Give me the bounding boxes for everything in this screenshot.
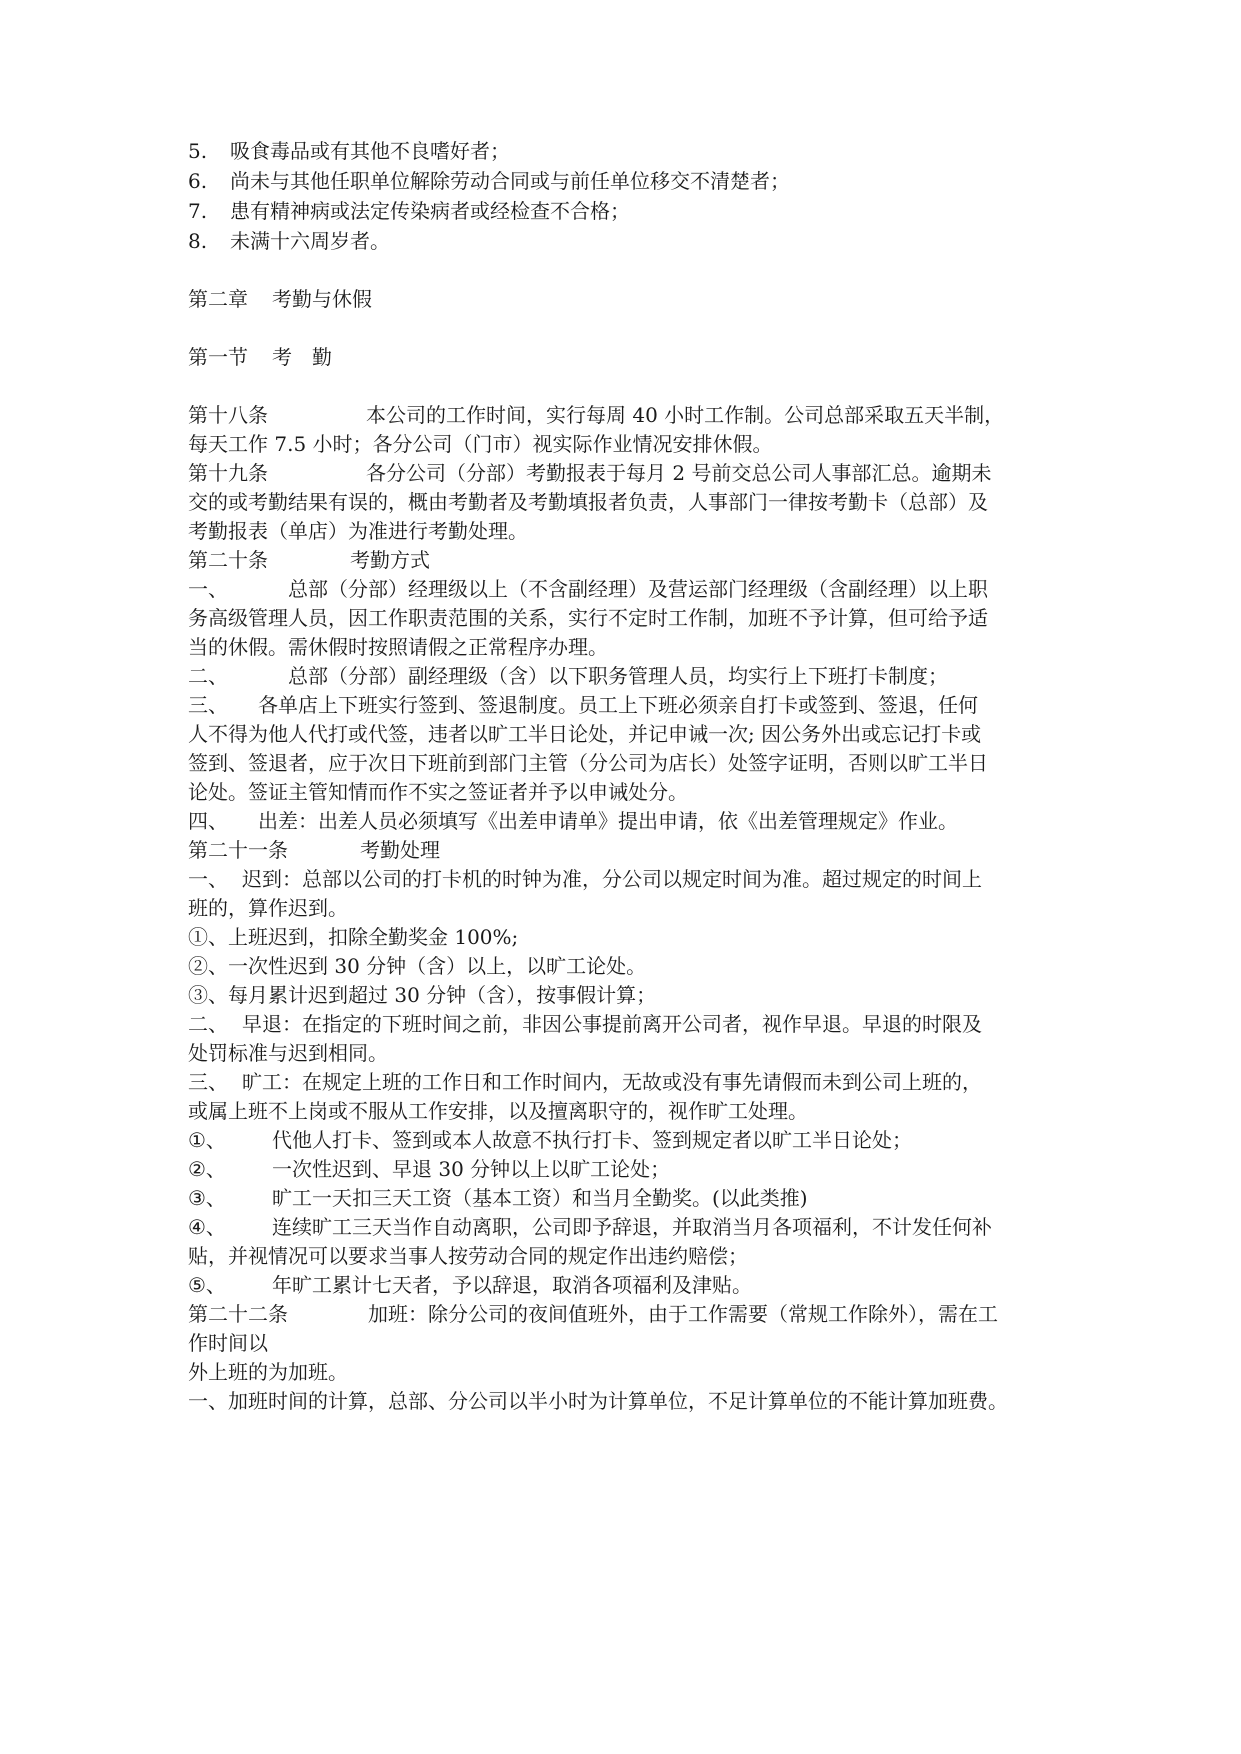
- line-text: 或属上班不上岗或不服从工作安排，以及擅离职守的，视作旷工处理。: [188, 1099, 808, 1123]
- line-text: 每天工作 7.5 小时；各分公司（门市）视实际作业情况安排休假。: [188, 432, 773, 456]
- paragraph-line: [188, 1301, 998, 1327]
- paragraph-line: [188, 547, 430, 573]
- chapter-heading: [188, 286, 372, 312]
- paragraph-line: [188, 1330, 268, 1356]
- line-text: 各分公司（分部）考勤报表于每月 2 号前交总公司人事部汇总。逾期未: [366, 461, 992, 485]
- line-text: 贴，并视情况可以要求当事人按劳动合同的规定作出违约赔偿；: [188, 1244, 748, 1268]
- line-text: 代他人打卡、签到或本人故意不执行打卡、签到规定者以旷工半日论处；: [272, 1128, 912, 1152]
- paragraph-line: [188, 460, 991, 486]
- line-text: 年旷工累计七天者，予以辞退，取消各项福利及津贴。: [272, 1273, 752, 1297]
- section-heading: [188, 344, 332, 370]
- line-text: 旷工：在规定上班的工作日和工作时间内，无故或没有事先请假而未到公司上班的，: [242, 1070, 982, 1094]
- line-text: 考勤方式: [350, 548, 430, 572]
- list-number: 6.: [188, 169, 208, 193]
- paragraph-line: [188, 779, 688, 805]
- article-label: 第十九条: [188, 461, 268, 485]
- list-item: [188, 138, 510, 164]
- line-text: 出差：出差人员必须填写《出差申请单》提出申请，依《出差管理规定》作业。: [258, 809, 958, 833]
- chapter-title: 考勤与休假: [272, 287, 372, 311]
- paragraph-line: [188, 1040, 388, 1066]
- list-text: 患有精神病或法定传染病者或经检查不合格；: [230, 199, 630, 223]
- line-text: 考勤处理: [360, 838, 440, 862]
- list-item: [188, 168, 790, 194]
- paragraph-line: [188, 692, 978, 718]
- paragraph-line: [188, 924, 518, 950]
- line-text: 加班：除分公司的夜间值班外，由于工作需要（常规工作除外），需在工: [368, 1302, 998, 1326]
- line-text: ③、每月累计迟到超过 30 分钟（含），按事假计算；: [188, 983, 657, 1007]
- line-text: 外上班的为加班。: [188, 1360, 348, 1384]
- list-number: 7.: [188, 199, 208, 223]
- line-text: 连续旷工三天当作自动离职，公司即予辞退，并取消当月各项福利，不计发任何补: [272, 1215, 992, 1239]
- line-text: ②、一次性迟到 30 分钟（含）以上，以旷工论处。: [188, 954, 647, 978]
- line-text: 本公司的工作时间，实行每周 40 小时工作制。公司总部采取五天半制，: [366, 403, 1005, 427]
- item-marker: 二、: [188, 1012, 228, 1036]
- chapter-label: 第二章: [188, 287, 248, 311]
- list-text: 吸食毒品或有其他不良嗜好者；: [230, 139, 510, 163]
- article-label: 第二十一条: [188, 838, 288, 862]
- paragraph-line: [188, 953, 646, 979]
- paragraph-line: [188, 431, 773, 457]
- paragraph-line: [188, 605, 988, 631]
- line-text: 一次性迟到、早退 30 分钟以上以旷工论处；: [272, 1157, 671, 1181]
- paragraph-line: [188, 634, 608, 660]
- list-item: [188, 198, 630, 224]
- list-text: 未满十六周岁者。: [230, 229, 390, 253]
- paragraph-line: [188, 895, 348, 921]
- paragraph-line: [188, 402, 1004, 428]
- item-marker: ④、: [188, 1215, 226, 1239]
- paragraph-line: [188, 1214, 992, 1240]
- paragraph-line: [188, 576, 988, 602]
- paragraph-line: [188, 489, 988, 515]
- line-text: 处罚标准与迟到相同。: [188, 1041, 388, 1065]
- line-text: 当的休假。需休假时按照请假之正常程序办理。: [188, 635, 608, 659]
- line-text: 交的或考勤结果有误的，概由考勤者及考勤填报者负责，人事部门一律按考勤卡（总部）及: [188, 490, 988, 514]
- item-marker: 四、: [188, 809, 228, 833]
- paragraph-line: [188, 663, 948, 689]
- line-text: ①、上班迟到，扣除全勤奖金 100%;: [188, 925, 519, 949]
- list-text: 尚未与其他任职单位解除劳动合同或与前任单位移交不清楚者；: [230, 169, 790, 193]
- line-text: 论处。签证主管知情而作不实之签证者并予以申诫处分。: [188, 780, 688, 804]
- line-text: 人不得为他人代打或代签，违者以旷工半日论处，并记申诫一次; 因公务外出或忘记打卡或: [188, 722, 982, 746]
- paragraph-line: [188, 1011, 982, 1037]
- paragraph-line: [188, 1098, 808, 1124]
- list-number: 8.: [188, 229, 208, 253]
- article-label: 第二十条: [188, 548, 268, 572]
- line-text: 签到、签退者，应于次日下班前到部门主管（分公司为店长）处签字证明，否则以旷工半日: [188, 751, 988, 775]
- paragraph-line: [188, 518, 528, 544]
- line-text: 作时间以: [188, 1331, 268, 1355]
- paragraph-line: [188, 721, 981, 747]
- paragraph-line: [188, 750, 988, 776]
- item-marker: ⑤、: [188, 1273, 226, 1297]
- item-marker: 二、: [188, 664, 228, 688]
- item-marker: 一、: [188, 577, 228, 601]
- paragraph-line: [188, 866, 982, 892]
- paragraph-line: [188, 1359, 348, 1385]
- section-title: 考 勤: [272, 345, 332, 369]
- line-text: 总部（分部）副经理级（含）以下职务管理人员，均实行上下班打卡制度；: [288, 664, 948, 688]
- item-marker: ③、: [188, 1186, 226, 1210]
- paragraph-line: [188, 837, 440, 863]
- line-text: 务高级管理人员，因工作职责范围的关系，实行不定时工作制，加班不予计算，但可给予适: [188, 606, 988, 630]
- line-text: 迟到：总部以公司的打卡机的时钟为准，分公司以规定时间为准。超过规定的时间上: [242, 867, 982, 891]
- line-text: 一、加班时间的计算，总部、分公司以半小时为计算单位，不足计算单位的不能计算加班费。: [188, 1389, 1008, 1413]
- item-marker: ①、: [188, 1128, 226, 1152]
- item-marker: 三、: [188, 693, 228, 717]
- item-marker: ②、: [188, 1157, 226, 1181]
- line-text: 总部（分部）经理级以上（不含副经理）及营运部门经理级（含副经理）以上职: [288, 577, 988, 601]
- paragraph-line: [188, 982, 656, 1008]
- paragraph-line: [188, 1069, 982, 1095]
- article-label: 第十八条: [188, 403, 268, 427]
- item-marker: 一、: [188, 867, 228, 891]
- paragraph-line: [188, 808, 958, 834]
- paragraph-line: [188, 1388, 1008, 1414]
- line-text: 各单店上下班实行签到、签退制度。员工上下班必须亲自打卡或签到、签退，任何: [258, 693, 978, 717]
- article-label: 第二十二条: [188, 1302, 288, 1326]
- list-item: [188, 228, 390, 254]
- paragraph-line: [188, 1243, 748, 1269]
- line-text: 班的，算作迟到。: [188, 896, 348, 920]
- line-text: 考勤报表（单店）为准进行考勤处理。: [188, 519, 528, 543]
- paragraph-line: [188, 1272, 752, 1298]
- section-label: 第一节: [188, 345, 248, 369]
- paragraph-line: [188, 1127, 912, 1153]
- line-text: 旷工一天扣三天工资（基本工资）和当月全勤奖。(以此类推): [272, 1186, 808, 1210]
- item-marker: 三、: [188, 1070, 228, 1094]
- line-text: 早退：在指定的下班时间之前，非因公事提前离开公司者，视作早退。早退的时限及: [242, 1012, 982, 1036]
- paragraph-line: [188, 1185, 808, 1211]
- paragraph-line: [188, 1156, 670, 1182]
- list-number: 5.: [188, 139, 208, 163]
